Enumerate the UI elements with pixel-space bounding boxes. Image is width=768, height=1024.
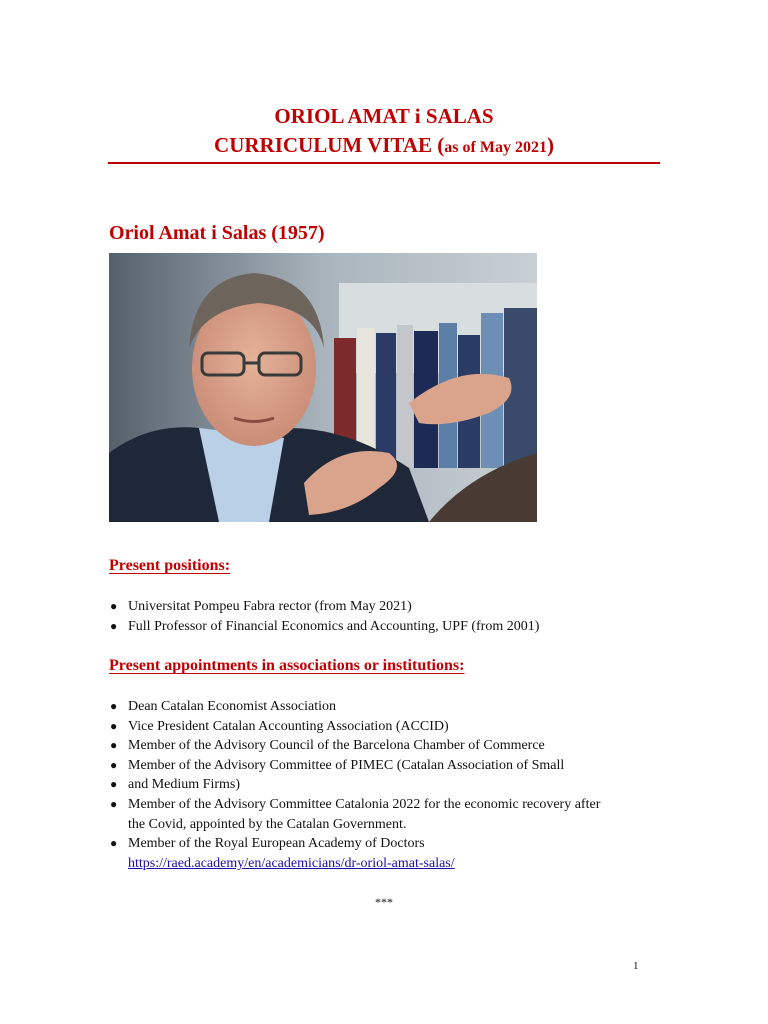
bullet-icon: ● (110, 836, 118, 851)
document-title-name: ORIOL AMAT i SALAS (274, 104, 494, 128)
list-item: ● Member of the Advisory Committee of PIMEC (Catalan Association of Small (109, 756, 669, 776)
bullet-icon: ● (110, 757, 118, 772)
list-item: ● and Medium Firms) (109, 775, 669, 795)
bullet-icon: ● (110, 796, 118, 811)
bullet-icon: ● (110, 618, 118, 633)
appointments-heading: Present appointments in associations or institutions: (109, 657, 465, 674)
as-of-date: as of May 2021 (444, 139, 547, 156)
title-divider (108, 162, 660, 164)
list-item-link (109, 854, 669, 874)
portrait-photo (109, 253, 537, 522)
portrait-illustration (109, 253, 537, 522)
list-item: ● Vice President Catalan Accounting Association (ACCID) (109, 717, 669, 737)
present-positions-heading: Present positions: (109, 557, 231, 574)
section-separator: *** (375, 895, 393, 909)
list-item: ● Universitat Pompeu Fabra rector (from May 2021) (109, 597, 669, 617)
list-item: ● Full Professor of Financial Economics and Accounting, UPF (from 2001) (109, 617, 669, 637)
cv-label: CURRICULUM VITAE ( (214, 133, 445, 157)
list-item: ● Member of the Royal European Academy of Doctors (109, 834, 669, 854)
bullet-icon: ● (110, 718, 118, 733)
document-subtitle (108, 130, 660, 163)
bullet-icon: ● (110, 738, 118, 753)
list-item-continuation: the Covid, appointed by the Catalan Government. (128, 816, 407, 832)
list-item: ● Member of the Advisory Council of the Barcelona Chamber of Commerce (109, 736, 669, 756)
profile-heading: Oriol Amat i Salas (1957) (109, 222, 325, 244)
bullet-icon: ● (110, 777, 118, 792)
close-paren: ) (546, 133, 554, 157)
present-positions-list (109, 597, 669, 636)
appointments-list (109, 697, 669, 873)
bullet-icon: ● (110, 699, 118, 713)
raed-academy-link[interactable]: https://raed.academy/en/academicians/dr-oriol-amat-salas/ (128, 855, 455, 871)
page-number: 1 (633, 960, 639, 972)
bullet-icon: ● (110, 599, 118, 613)
title-block (108, 102, 660, 163)
list-item: ● Member of the Advisory Committee Catalonia 2022 for the economic recovery after (109, 795, 669, 815)
list-item: ● Dean Catalan Economist Association (109, 697, 669, 717)
